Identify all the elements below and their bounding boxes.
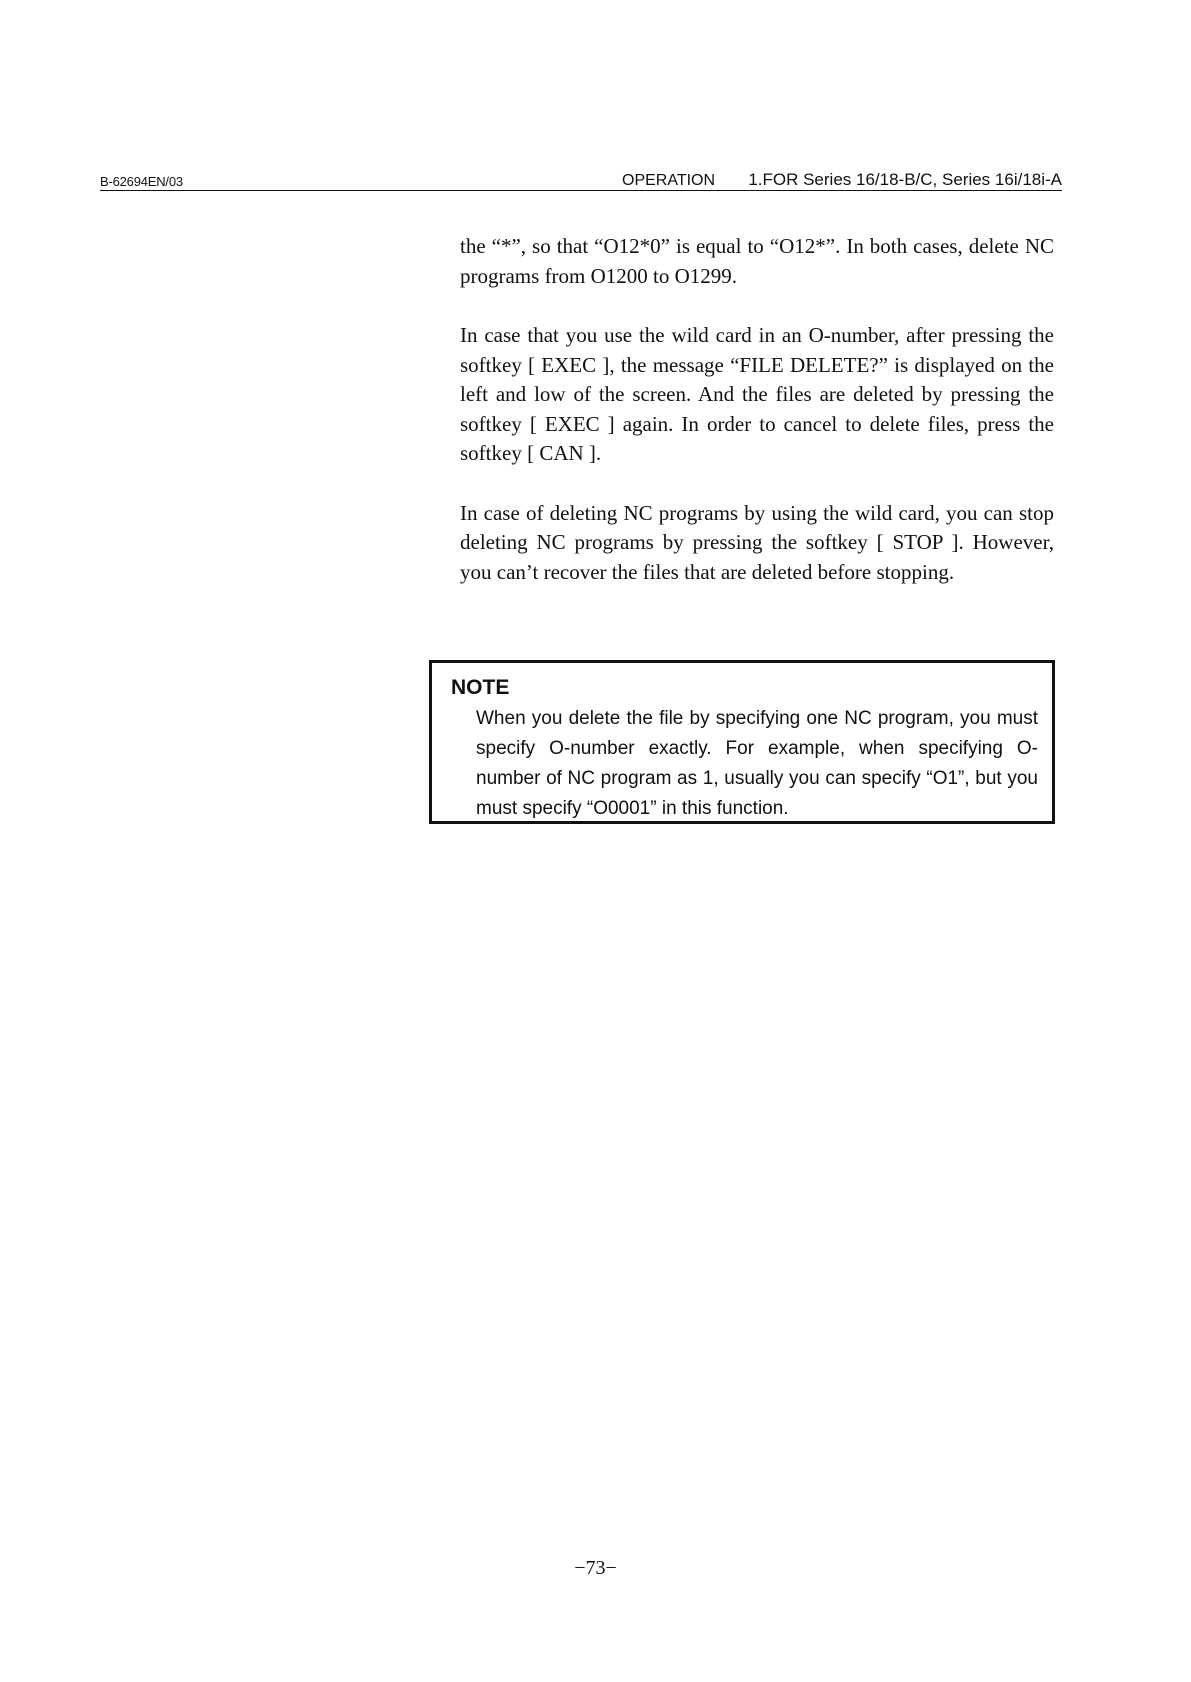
- note-box: [429, 660, 1055, 824]
- body-text: [460, 232, 1054, 617]
- chapter-title: 1.FOR Series 16/18-B/C, Series 16i/18i-A: [748, 170, 1062, 189]
- page-header: [100, 168, 1062, 191]
- note-text: When you delete the file by specifying one NC program, you must specify O-number exactly. For example, when specifying O-number of NC program as 1, usually you can specify “O1”, but you must specify “O0001” in this function.: [476, 708, 1038, 819]
- section-title: OPERATION: [622, 172, 716, 189]
- paragraph: the “*”, so that “O12*0” is equal to “O12*”. In both cases, delete NC programs from O1200 to O1299.: [460, 234, 1054, 288]
- paragraph: In case that you use the wild card in an O-number, after pressing the softkey [ EXEC ], the message “FILE DELETE?” is displayed on the left and low of the screen. And the files are deleted by pressing the softkey [ EXEC ] again. In order to cancel to delete files, press the softkey [ CAN ].: [460, 323, 1054, 465]
- page-number: −73−: [574, 1557, 617, 1579]
- document-id: B-62694EN/03: [100, 174, 183, 189]
- note-title: NOTE: [451, 676, 510, 699]
- paragraph: In case of deleting NC programs by using the wild card, you can stop deleting NC programs by pressing the softkey [ STOP ]. However, you can’t recover the files that are deleted before stopping.: [460, 500, 1054, 584]
